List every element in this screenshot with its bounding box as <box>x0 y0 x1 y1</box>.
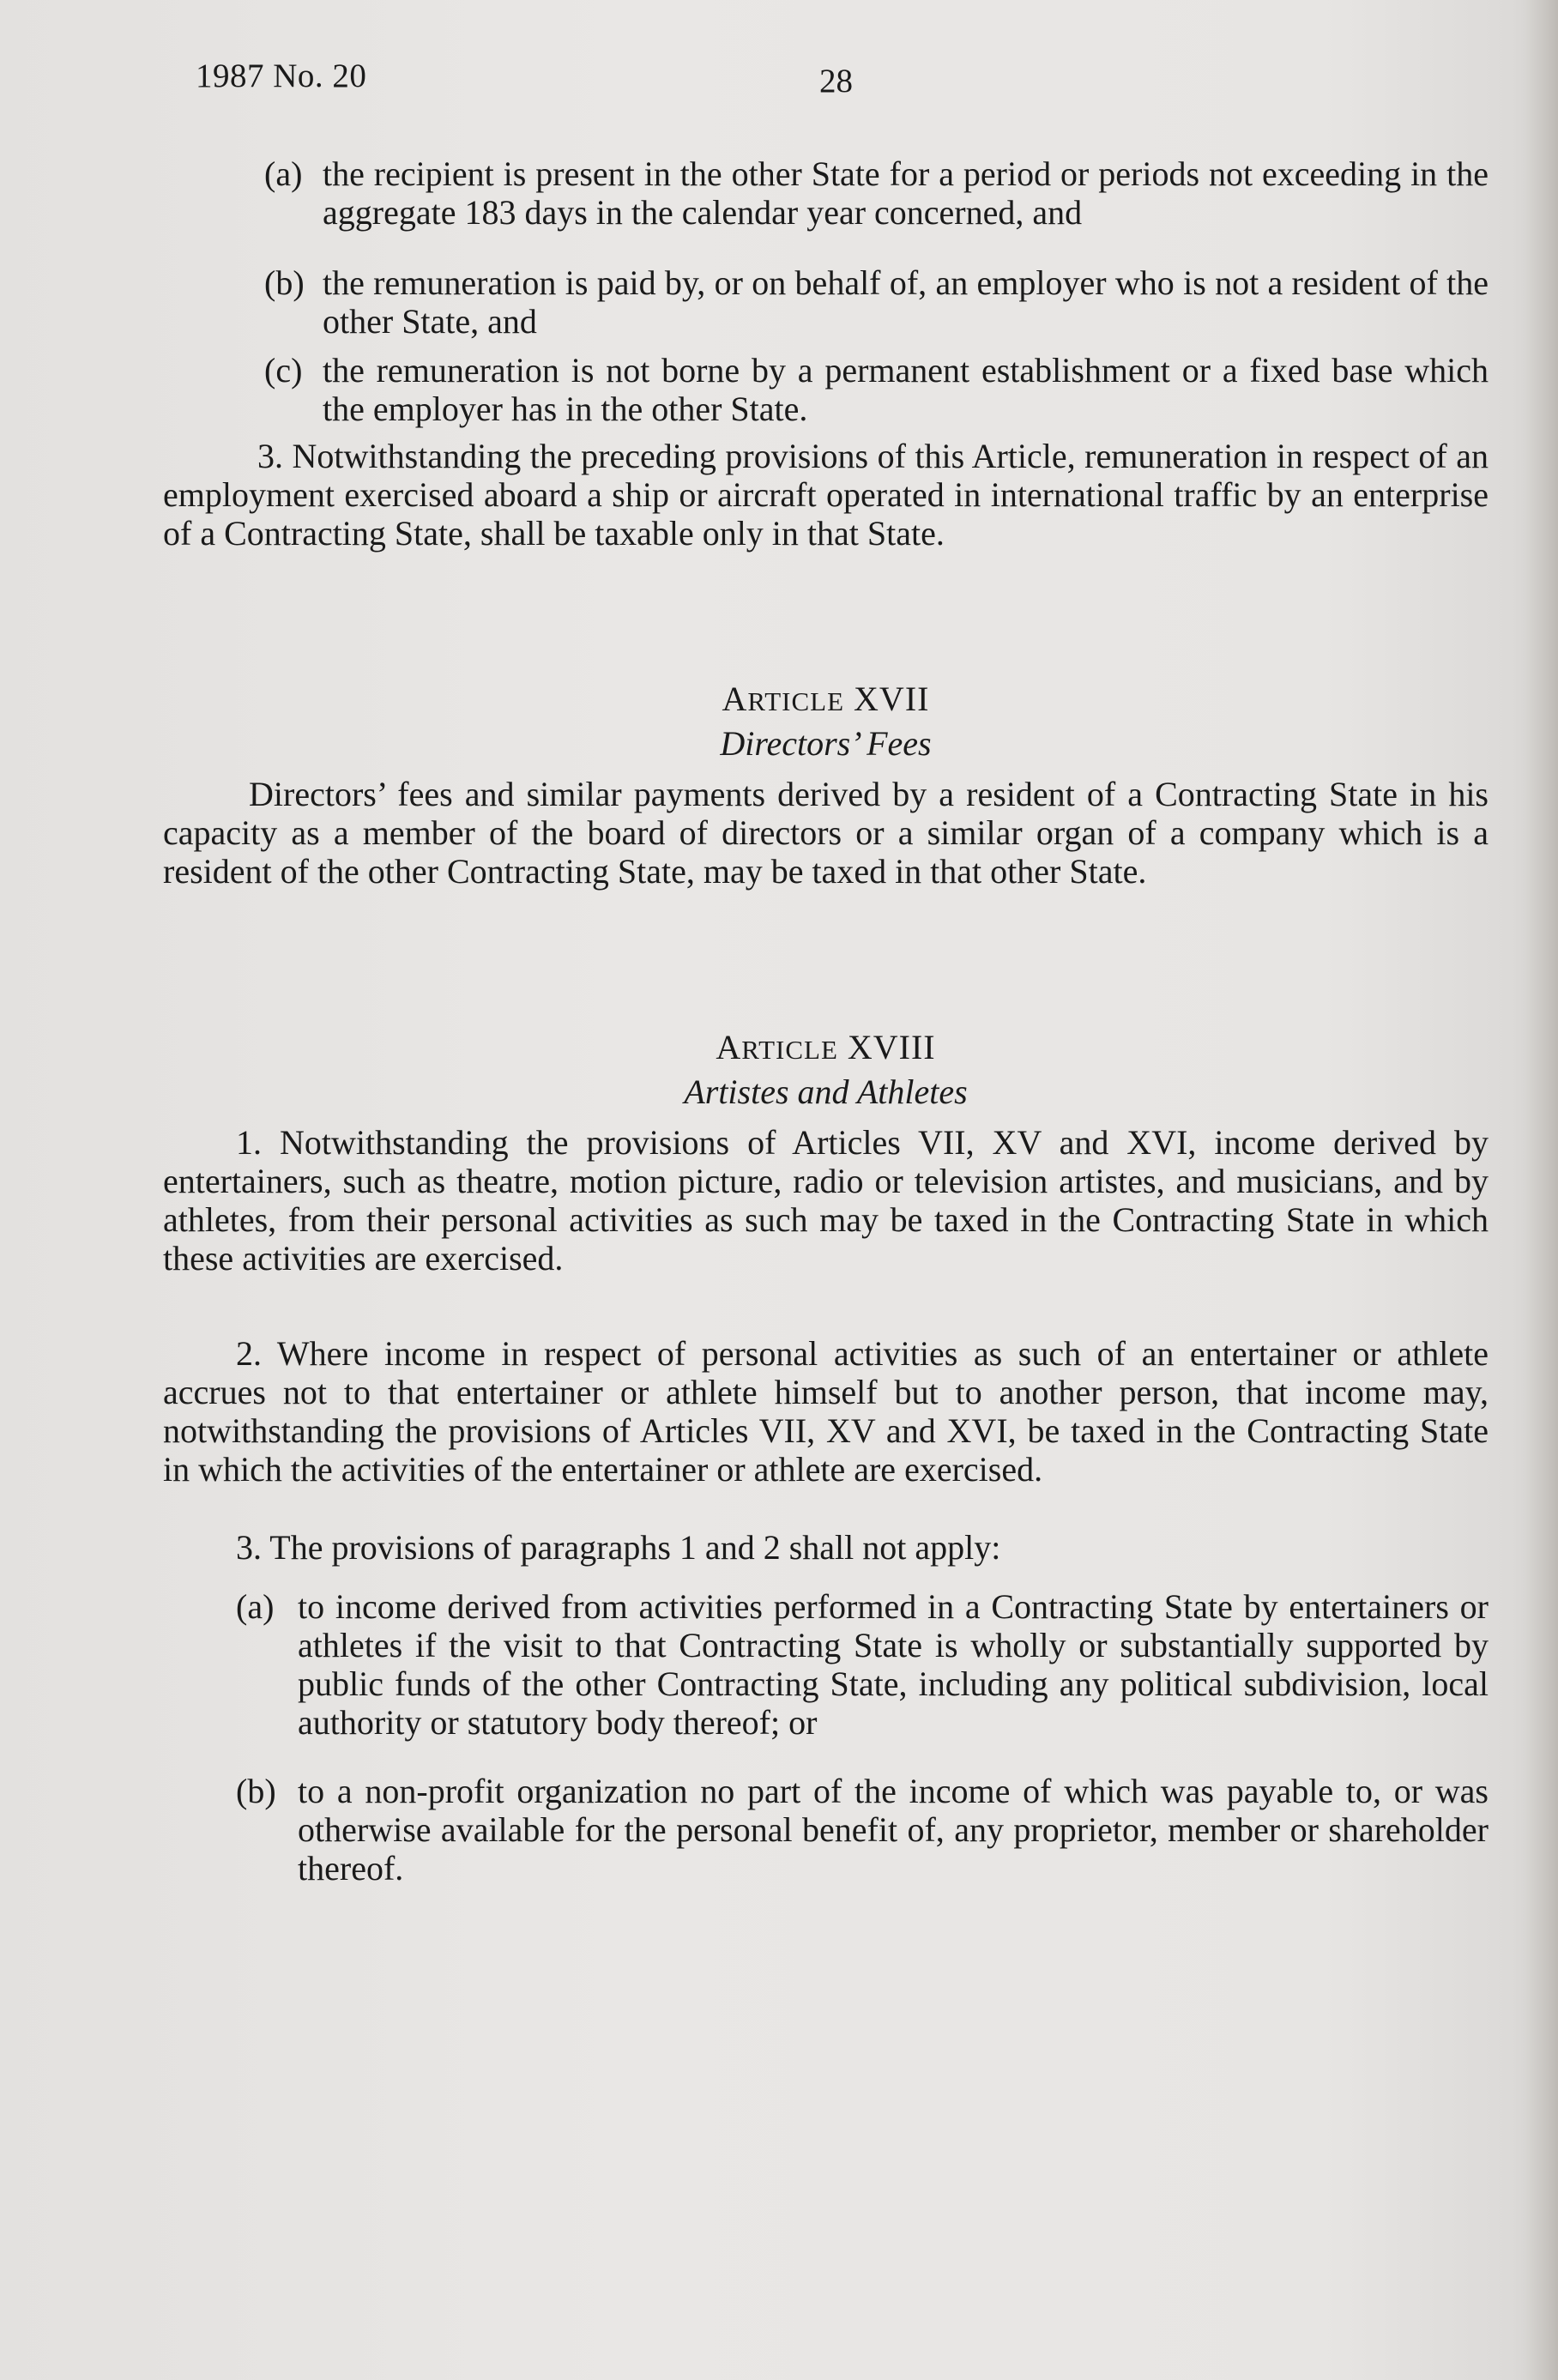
header-year-number: 1987 No. 20 <box>196 57 367 94</box>
list-item-b <box>163 263 1489 341</box>
list-item-a <box>163 1587 1489 1742</box>
page-number: 28 <box>819 63 853 100</box>
list-item-label: (b) <box>236 1772 276 1810</box>
paragraph-3: 3. Notwithstanding the preceding provisions of this Article, remuneration in respect of an employment exercised aboard a ship or aircraft operated in international traffic by an enterprise of a Contracting State, shall be taxable only in that State. <box>163 437 1489 553</box>
article-18-title: ARTICLE XVIII <box>716 1028 936 1066</box>
article-17-subtitle: Directors’ Fees <box>720 724 932 763</box>
article-18-paragraph-2: 2. Where income in respect of personal activities as such of an entertainer or athlete accrues not to that entertainer or athlete himself but to another person, that income may, notwithstanding the provisions of Articles VII, XV and XVI, be taxed in the Contracting State in which the activities of the entertainer or athlete are exercised. <box>163 1334 1489 1489</box>
list-item-a <box>163 154 1489 232</box>
list-item-label: (a) <box>236 1587 275 1626</box>
list-item-text: the remuneration is not borne by a permanent establishment or a fixed base which the employer has in the other State. <box>323 351 1489 428</box>
page-header <box>196 57 366 95</box>
article-17-title: ARTICLE XVII <box>722 680 930 718</box>
article-17-body: Directors’ fees and similar payments derived by a resident of a Contracting State in his capacity as a member of the board of directors or a similar organ of a company which is a resident of the other Contracting State, may be taxed in that other State. <box>163 775 1489 891</box>
list-item-c <box>163 351 1489 428</box>
list-item-label: (b) <box>264 263 305 302</box>
list-item-text: the recipient is present in the other State for a period or periods not exceeding in the aggregate 183 days in the calendar year concerned, and <box>323 154 1489 232</box>
list-item-text: to income derived from activities performed in a Contracting State by entertainers or athletes if the visit to that Contracting State is wholly or substantially supported by public funds of the other Contracting State, including any political subdivision, local authority or statutory body thereof; or <box>298 1587 1489 1742</box>
list-item-label: (c) <box>264 351 303 390</box>
list-item-text: the remuneration is paid by, or on behalf of, an employer who is not a resident of the other State, and <box>323 263 1489 341</box>
document-body <box>163 154 1489 1888</box>
list-item-b <box>163 1772 1489 1888</box>
list-item-text: to a non-profit organization no part of the income of which was payable to, or was otherwise available for the personal benefit of, any proprietor, member or shareholder thereof. <box>298 1772 1489 1888</box>
page-edge-shadow <box>1525 0 1558 2380</box>
list-item-label: (a) <box>264 154 303 193</box>
article-18-subtitle: Artistes and Athletes <box>684 1072 968 1111</box>
article-18-paragraph-3: 3. The provisions of paragraphs 1 and 2 shall not apply: <box>236 1528 1001 1567</box>
article-18-paragraph-1: 1. Notwithstanding the provisions of Articles VII, XV and XVI, income derived by entertainers, such as theatre, motion picture, radio or television artistes, and musicians, and by athletes, from their personal activities as such may be taxed in the Contracting State in which these activities are exercised. <box>163 1123 1489 1278</box>
